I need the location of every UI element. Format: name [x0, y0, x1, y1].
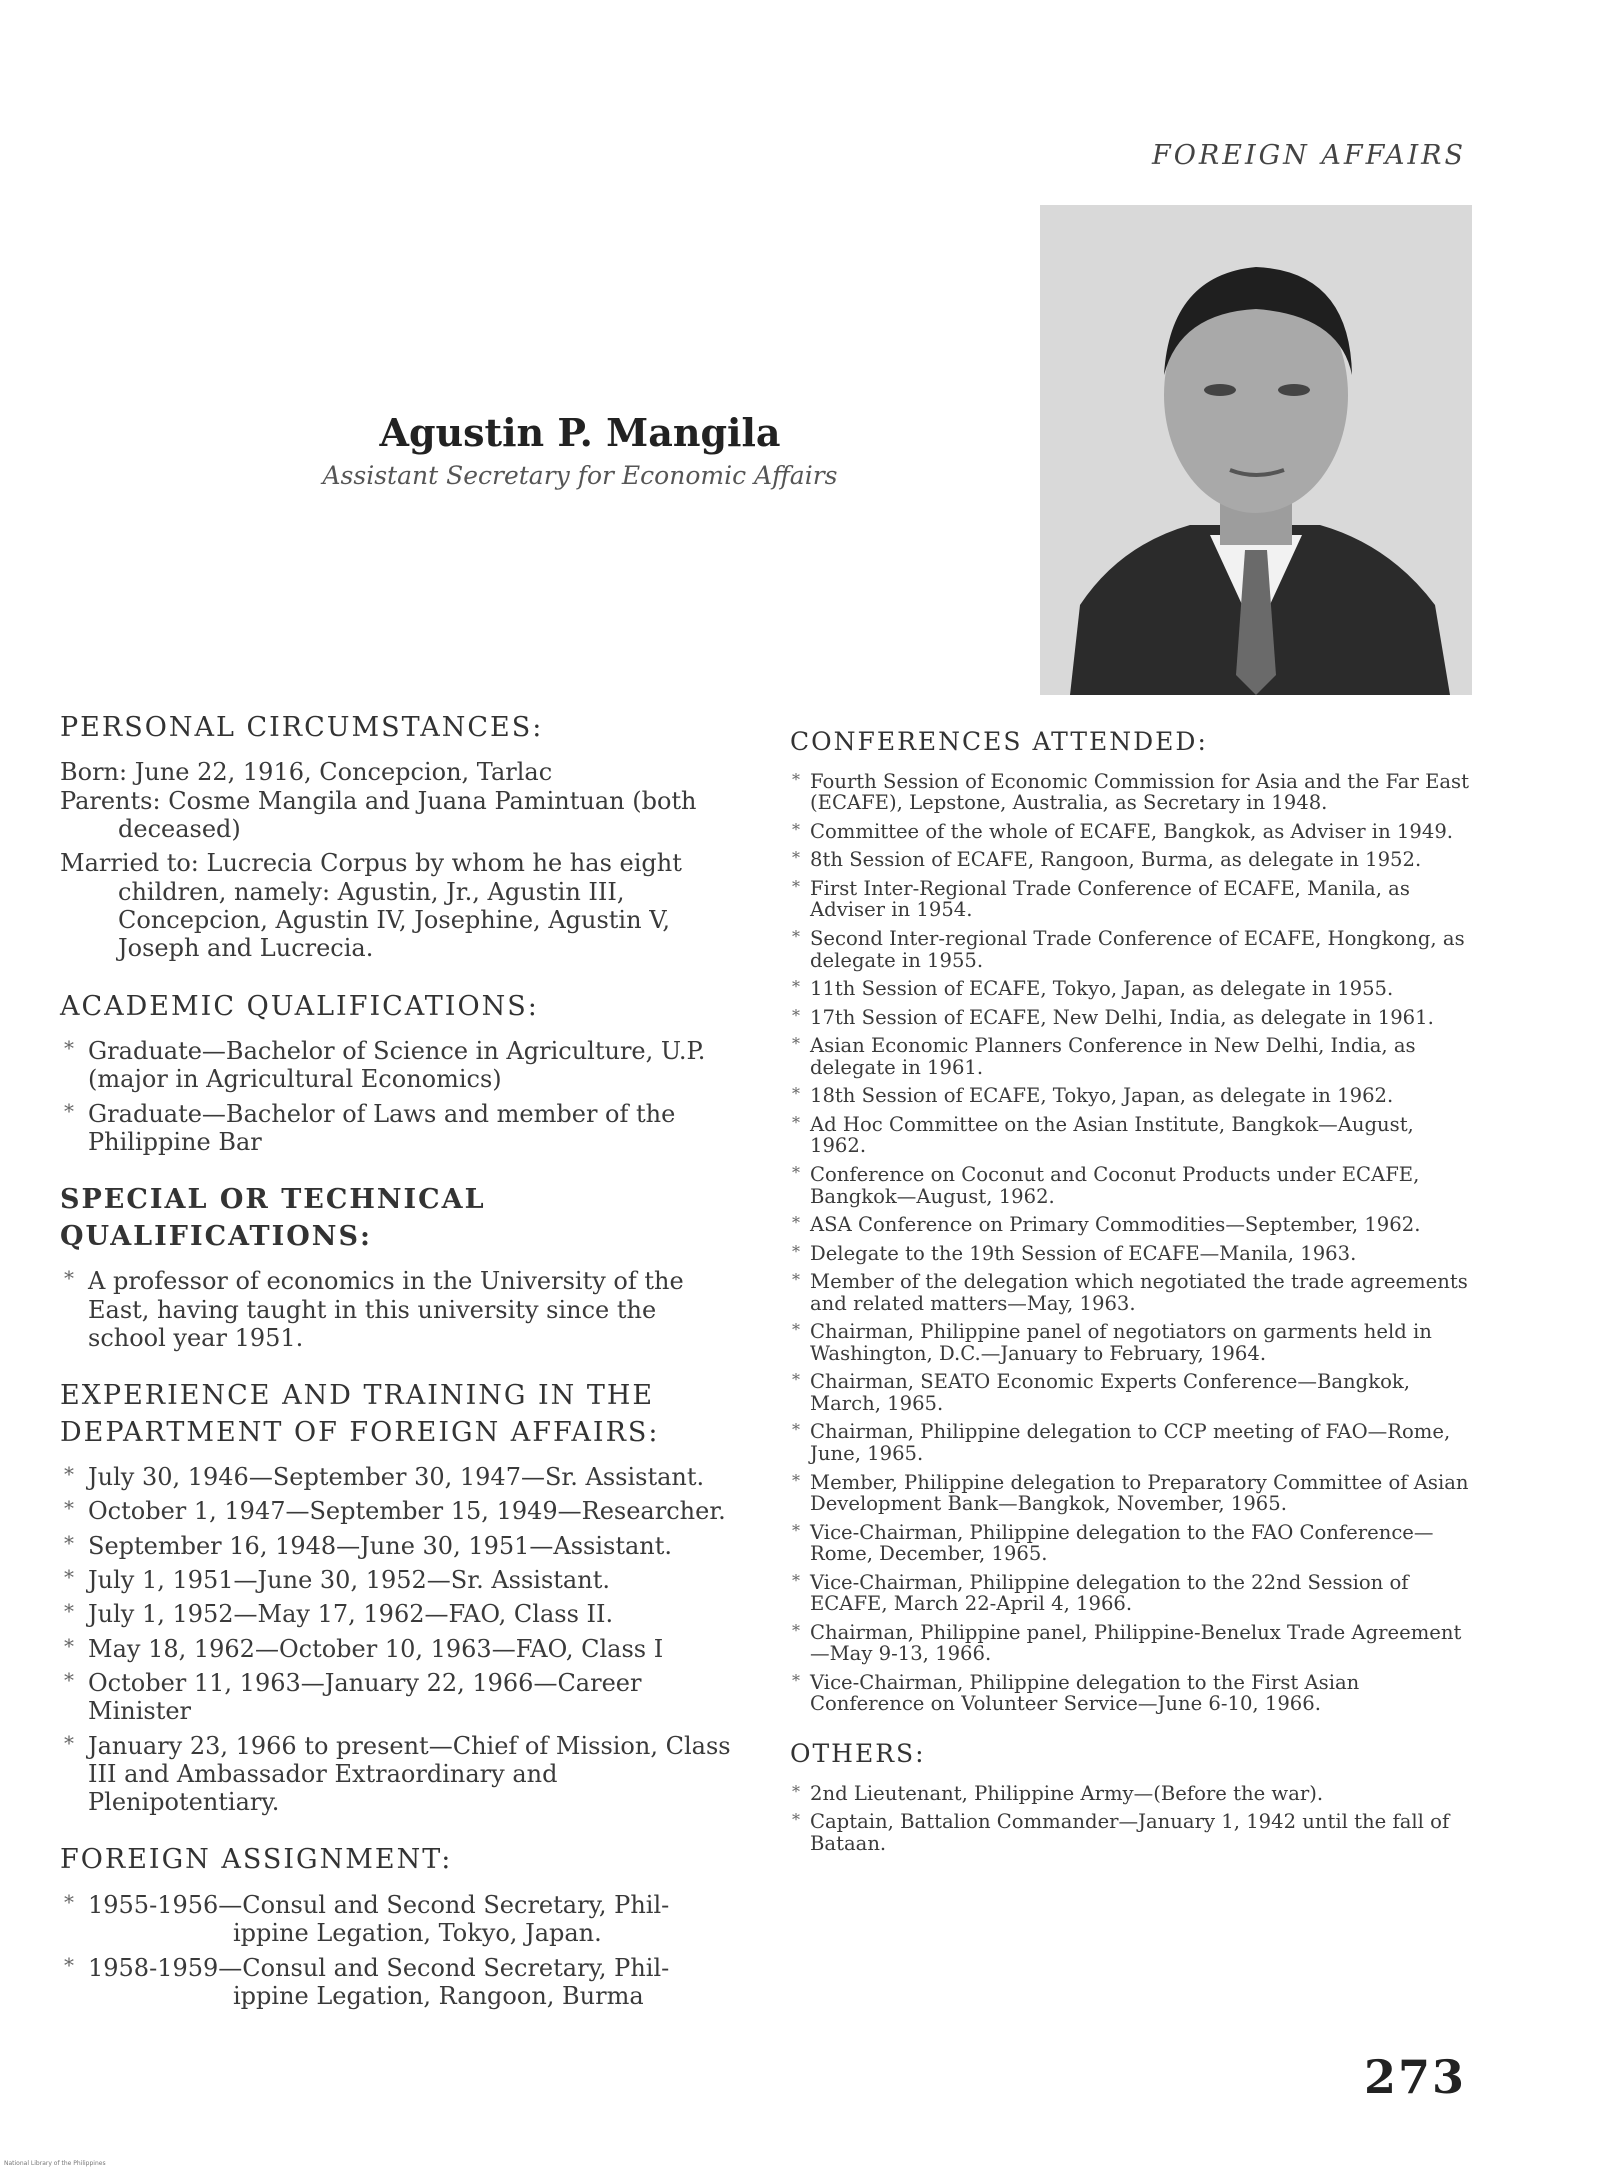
list-item: * July 1, 1952—May 17, 1962—FAO, Class II. — [60, 1600, 740, 1628]
person-name: Agustin P. Mangila — [379, 410, 781, 455]
list-item: * 11th Session of ECAFE, Tokyo, Japan, as delegate in 1955. — [790, 978, 1472, 1000]
list-item: * Ad Hoc Committee on the Asian Institute, Bangkok—August, 1962. — [790, 1114, 1472, 1157]
married-line: Married to: Lucrecia Corpus by whom he has eight children, namely: Agustin, Jr., Agustin III, Concepcion, Agustin IV, Josephine, Agustin V, Joseph and Lucrecia. — [60, 849, 682, 963]
list-item: * Chairman, Philippine panel of negotiators on garments held in Washington, D.C.—January to February, 1964. — [790, 1321, 1472, 1364]
page-number: 273 — [1363, 2050, 1466, 2104]
list-item: * October 1, 1947—September 15, 1949—Researcher. — [60, 1497, 740, 1525]
list-item: * First Inter-Regional Trade Conference of ECAFE, Manila, as Adviser in 1954. — [790, 878, 1472, 921]
list-item: * Vice-Chairman, Philippine delegation to the FAO Conference—Rome, December, 1965. — [790, 1522, 1472, 1565]
foreign-assignment-list — [60, 1891, 740, 2010]
foreign-assignment-heading: FOREIGN ASSIGNMENT: — [60, 1844, 453, 1876]
special-list — [60, 1267, 740, 1352]
born-label: Born: — [60, 758, 128, 787]
conferences-heading: CONFERENCES ATTENDED: — [790, 727, 1208, 756]
assignment-post: ippine Legation, Rangoon, Burma — [233, 1981, 644, 2010]
section-header: FOREIGN AFFAIRS — [1152, 140, 1466, 171]
list-item: * Asian Economic Planners Conference in New Delhi, India, as delegate in 1961. — [790, 1035, 1472, 1078]
list-item: * Member, Philippine delegation to Preparatory Committee of Asian Development Bank—Bangkok, November, 1965. — [790, 1472, 1472, 1515]
experience-heading — [60, 1378, 740, 1451]
academic-heading: ACADEMIC QUALIFICATIONS: — [60, 990, 539, 1022]
others-list — [790, 1783, 1472, 1855]
born-line — [60, 758, 740, 786]
list-item: * Chairman, Philippine panel, Philippine-Benelux Trade Agreement—May 9-13, 1966. — [790, 1622, 1472, 1665]
list-item: * July 30, 1946—September 30, 1947—Sr. Assistant. — [60, 1463, 740, 1491]
list-item: * September 16, 1948—June 30, 1951—Assistant. — [60, 1532, 740, 1560]
list-item: * Second Inter-regional Trade Conference of ECAFE, Hongkong, as delegate in 1955. — [790, 928, 1472, 971]
list-item: * Member of the delegation which negotiated the trade agreements and related matters—May, 1963. — [790, 1271, 1472, 1314]
list-item: * A professor of economics in the University of the East, having taught in this university since the school year 1951. — [60, 1267, 740, 1352]
list-item — [60, 1891, 740, 1948]
parents-label: Parents: — [60, 786, 161, 815]
profile-heading — [300, 410, 860, 490]
portrait-photo — [1040, 205, 1472, 695]
list-item: * ASA Conference on Primary Commodities—September, 1962. — [790, 1214, 1472, 1236]
left-column — [60, 710, 740, 2016]
list-item: * Graduate—Bachelor of Laws and member of the Philippine Bar — [60, 1100, 740, 1157]
list-item: * Conference on Coconut and Coconut Products under ECAFE, Bangkok—August, 1962. — [790, 1164, 1472, 1207]
right-column — [790, 725, 1472, 1861]
list-item: * 18th Session of ECAFE, Tokyo, Japan, as delegate in 1962. — [790, 1085, 1472, 1107]
list-item: * May 18, 1962—October 10, 1963—FAO, Class I — [60, 1635, 740, 1663]
conferences-list — [790, 771, 1472, 1715]
experience-heading-line2: DEPARTMENT OF FOREIGN AFFAIRS: — [60, 1416, 660, 1448]
list-item: * October 11, 1963—January 22, 1966—Career Minister — [60, 1669, 740, 1726]
list-item: * July 1, 1951—June 30, 1952—Sr. Assistant. — [60, 1566, 740, 1594]
list-item: * Chairman, Philippine delegation to CCP meeting of FAO—Rome, June, 1965. — [790, 1421, 1472, 1464]
personal-heading: PERSONAL CIRCUMSTANCES: — [60, 712, 544, 743]
assignment-years: 1955-1956—Consul and Second Secretary, Phil- — [88, 1890, 670, 1919]
parents-value: Cosme Mangila and Juana Pamintuan (both deceased) — [118, 786, 697, 844]
list-item: * Chairman, SEATO Economic Experts Conference—Bangkok, March, 1965. — [790, 1371, 1472, 1414]
list-item: * Delegate to the 19th Session of ECAFE—Manila, 1963. — [790, 1243, 1472, 1265]
list-item: * Committee of the whole of ECAFE, Bangkok, as Adviser in 1949. — [790, 821, 1472, 843]
list-item: * Captain, Battalion Commander—January 1, 1942 until the fall of Bataan. — [790, 1811, 1472, 1854]
list-item — [60, 1954, 740, 2011]
footer-note: National Library of the Philippines — [4, 2160, 106, 2167]
parents-line — [60, 787, 740, 844]
list-item: * 2nd Lieutenant, Philippine Army—(Before the war). — [790, 1783, 1472, 1805]
academic-list — [60, 1037, 740, 1156]
list-item: * Graduate—Bachelor of Science in Agriculture, U.P. (major in Agricultural Economics) — [60, 1037, 740, 1094]
list-item: * Vice-Chairman, Philippine delegation to the First Asian Conference on Volunteer Service—June 6-10, 1966. — [790, 1672, 1472, 1715]
list-item: * 8th Session of ECAFE, Rangoon, Burma, as delegate in 1952. — [790, 849, 1472, 871]
assignment-years: 1958-1959—Consul and Second Secretary, Phil- — [88, 1953, 670, 1982]
list-item: * Vice-Chairman, Philippine delegation to the 22nd Session of ECAFE, March 22-April 4, 1966. — [790, 1572, 1472, 1615]
experience-heading-line1: EXPERIENCE AND TRAINING IN THE — [60, 1380, 655, 1412]
assignment-post: ippine Legation, Tokyo, Japan. — [233, 1919, 602, 1948]
special-heading: SPECIAL OR TECHNICAL QUALIFICATIONS: — [60, 1184, 486, 1252]
list-item: * 17th Session of ECAFE, New Delhi, India, as delegate in 1961. — [790, 1007, 1472, 1029]
list-item: * Fourth Session of Economic Commission for Asia and the Far East (ECAFE), Lepstone, Australia, as Secretary in 1948. — [790, 771, 1472, 814]
person-title: Assistant Secretary for Economic Affairs — [322, 461, 838, 490]
list-item: * January 23, 1966 to present—Chief of Mission, Class III and Ambassador Extraordinary and Plenipotentiary. — [60, 1732, 740, 1817]
experience-list — [60, 1463, 740, 1816]
others-heading: OTHERS: — [790, 1738, 926, 1768]
born-value: June 22, 1916, Concepcion, Tarlac — [134, 758, 553, 787]
